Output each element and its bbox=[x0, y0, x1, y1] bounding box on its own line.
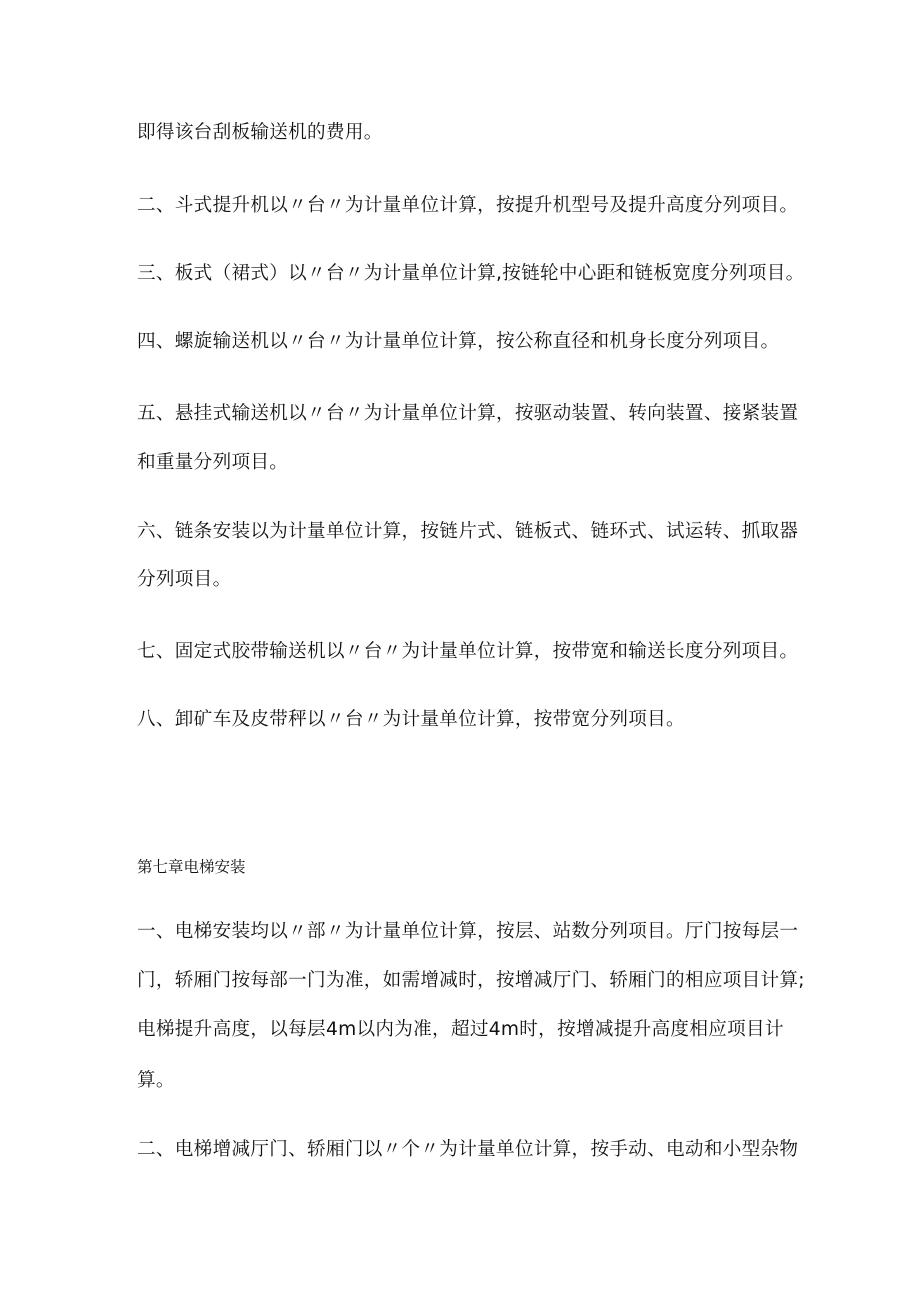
paragraph-line: 二、斗式提升机以〃台〃为计量单位计算，按提升机型号及提升高度分列项目。 bbox=[137, 195, 799, 216]
paragraph-line: 二、电梯增减厅门、轿厢门以〃个〃为计量单位计算，按手动、电动和小型杂物 bbox=[137, 1139, 799, 1160]
paragraph-line: 七、固定式胶带输送机以〃台〃为计量单位计算，按带宽和输送长度分列项目。 bbox=[137, 641, 799, 662]
paragraph-line: 算。 bbox=[137, 1070, 175, 1091]
paragraph-line: 分列项目。 bbox=[137, 569, 232, 590]
paragraph-line: 即得该台刮板输送机的费用。 bbox=[137, 122, 383, 143]
paragraph-line: 一、电梯安装均以〃部〃为计量单位计算，按层、站数分列项目。厅门按每层一 bbox=[137, 921, 799, 942]
chapter-heading: 第七章电梯安装 bbox=[137, 858, 246, 876]
paragraph-line: 门，轿厢门按每部一门为准，如需增减时，按增减厅门、轿厢门的相应项目计算; bbox=[137, 970, 805, 991]
paragraph-line: 六、链条安装以为计量单位计算，按链片式、链板式、链环式、试运转、抓取器 bbox=[137, 521, 799, 542]
paragraph-line: 八、卸矿车及皮带秤以〃台〃为计量单位计算，按带宽分列项目。 bbox=[137, 709, 685, 730]
paragraph-line: 和重量分列项目。 bbox=[137, 452, 289, 473]
paragraph-line: 五、悬挂式输送机以〃台〃为计量单位计算，按驱动装置、转向装置、接紧装置 bbox=[137, 403, 799, 424]
paragraph-line: 电梯提升高度，以每层4m以内为准，超过4m时，按增减提升高度相应项目计 bbox=[137, 1019, 784, 1040]
paragraph-line: 四、螺旋输送机以〃台〃为计量单位计算，按公称直径和机身长度分列项目。 bbox=[137, 331, 780, 352]
paragraph-line: 三、板式（裙式）以〃台〃为计量单位计算,按链轮中心距和链板宽度分列项目。 bbox=[137, 263, 805, 284]
